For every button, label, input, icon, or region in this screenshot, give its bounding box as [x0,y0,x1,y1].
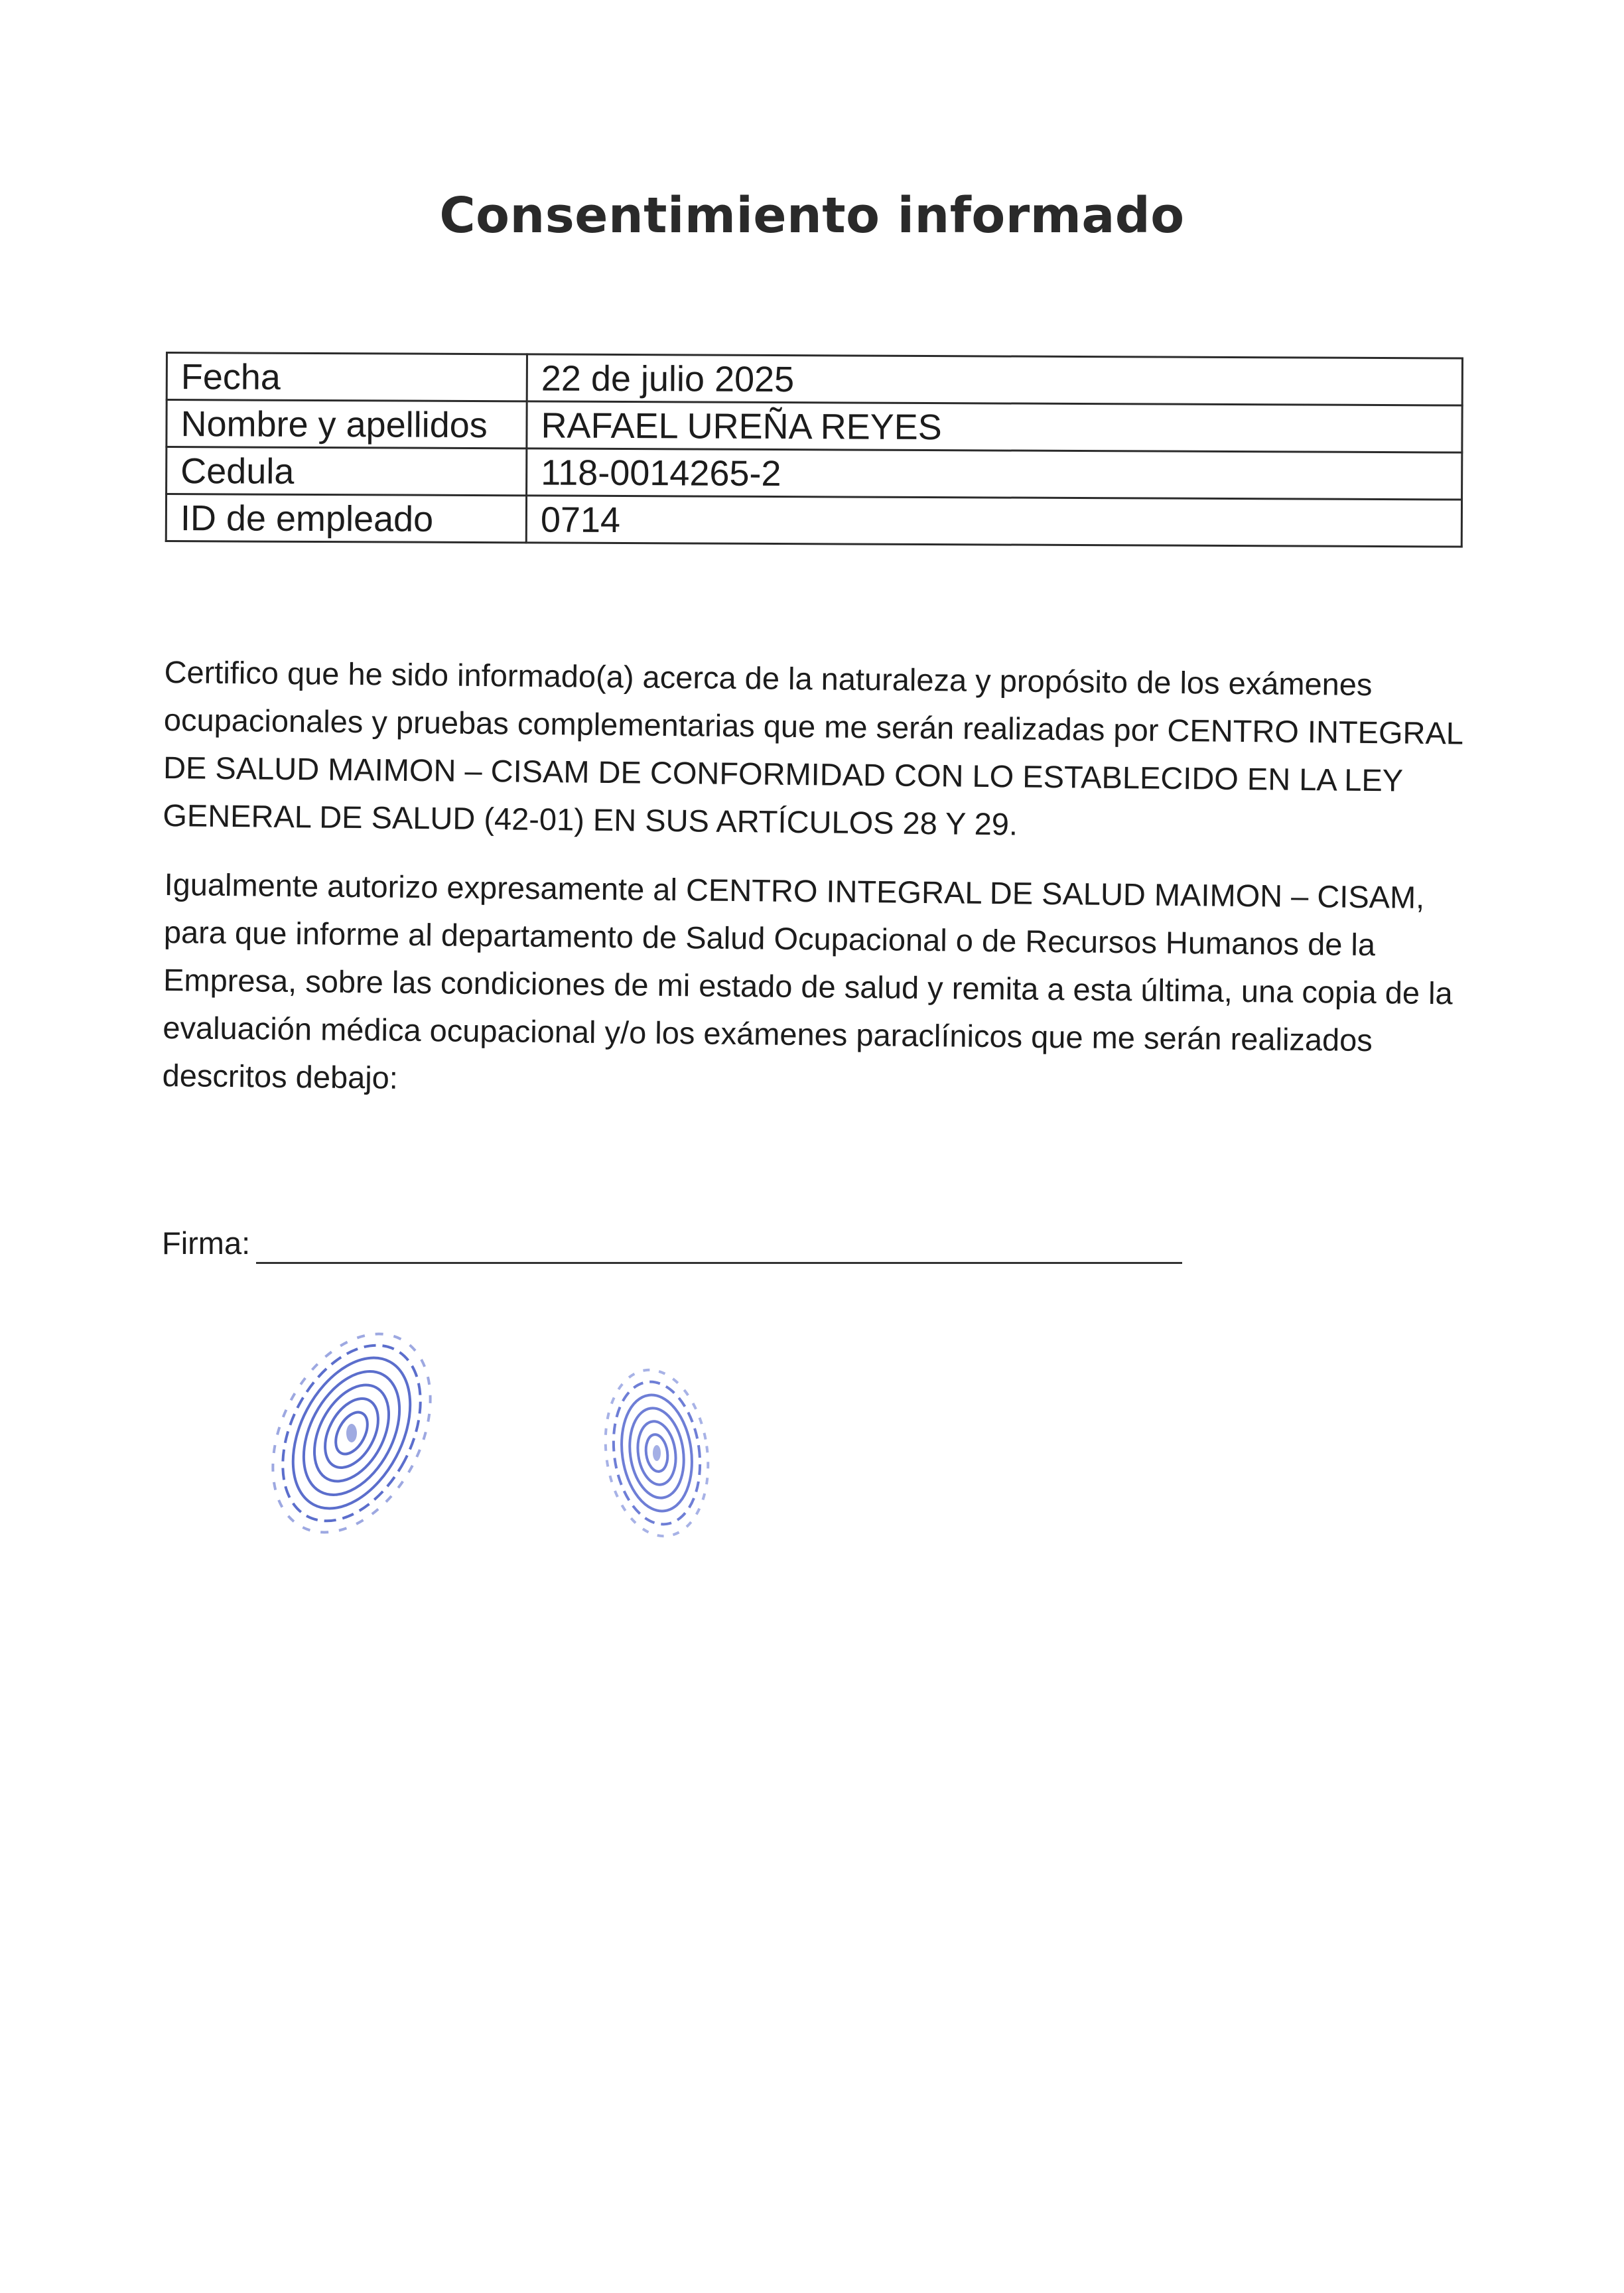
table-row [167,353,1462,406]
signature-line [256,1262,1182,1264]
table-row [166,494,1461,547]
document-title: Consentimiento informado [439,187,1185,244]
table-row [167,400,1462,453]
row-label: Fecha [167,353,527,401]
row-value: RAFAEL UREÑA REYES [527,401,1462,452]
row-label: Cedula [167,447,527,496]
signature-area [256,1193,946,1265]
signature-section [162,1213,1184,1266]
fingerprint-icon [584,1354,730,1553]
certification-paragraph: Certifico que he sido informado(a) acerca de la naturaleza y propósito de los exámenes ocupacionales y pruebas complementarias que me serán realizadas por CENTRO INTEGRAL DE SALUD MAIMON – CISAM DE CONFORMIDAD CON LO ESTABLECIDO EN LA LEY GENERAL DE SALUD (42-01) EN SUS ARTÍCULOS 28 Y 29. [163,654,1463,842]
row-value: 22 de julio 2025 [527,354,1462,405]
signature-label: Firma: [162,1225,251,1261]
table-row [167,447,1462,500]
info-table [165,352,1463,548]
authorization-paragraph: Igualmente autorizo expresamente al CENTRO INTEGRAL DE SALUD MAIMON – CISAM, para que informe al departamento de Salud Ocupacional o de Recursos Humanos de la Empresa, sobre las condiciones de mi estado de salud y remita a esta última, una copia de la evaluación médica ocupacional y/o los exámenes paraclínicos que me serán realizados descritos debajo: [162,866,1454,1095]
row-label: Nombre y apellidos [167,400,527,449]
row-value: 0714 [526,496,1461,547]
fingerprint-icon [259,1320,444,1546]
row-value: 118-0014265-2 [527,449,1462,500]
row-label: ID de empleado [166,494,526,543]
